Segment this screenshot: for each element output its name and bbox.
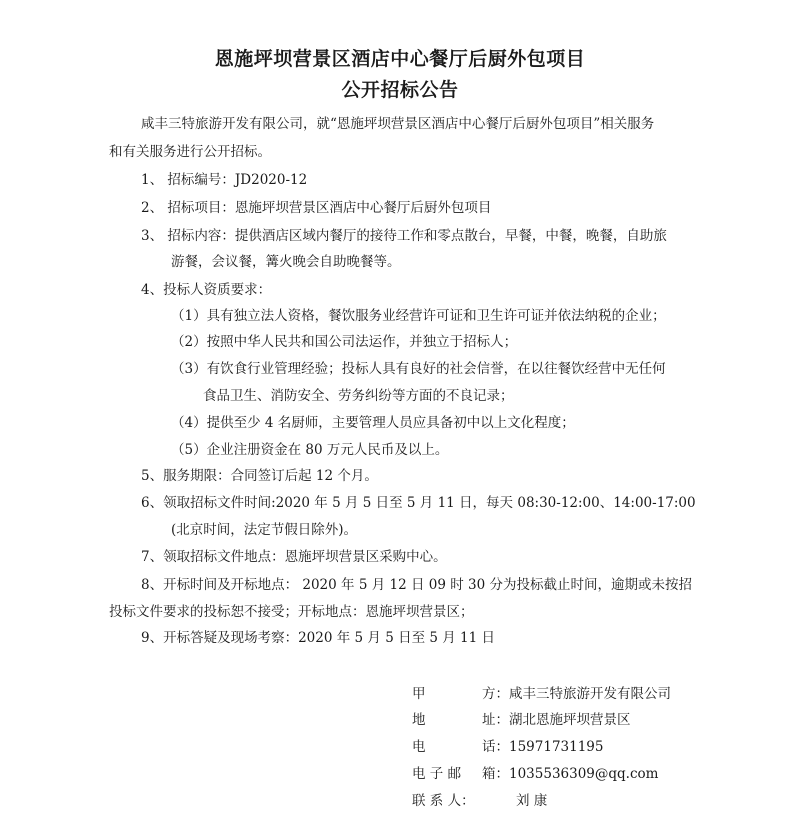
party-label: 甲	[412, 686, 426, 702]
item-bid-project: 2、 招标项目：恩施坪坝营景区酒店中心餐厅后厨外包项目	[141, 200, 492, 216]
item-bid-content-line-2: 游餐，会议餐，篝火晚会自助晚餐等。	[171, 254, 401, 270]
item-site-inspection: 9、开标答疑及现场考察：2020 年 5 月 5 日至 5 月 11 日	[141, 630, 496, 646]
document-title: 恩施坪坝营景区酒店中心餐厅后厨外包项目	[214, 48, 586, 70]
phone-label: 电	[412, 739, 426, 755]
email-value: 箱：1035536309@qq.com	[482, 766, 659, 782]
qualification-3-line-2: 食品卫生、消防安全、劳务纠纷等方面的不良记录；	[203, 388, 514, 404]
item-document-time-line-1: 6、领取招标文件时间:2020 年 5 月 5 日至 5 月 11 日，每天 08:30-12:00、14:00-17:00	[141, 495, 696, 511]
item-document-time-line-2: (北京时间，法定节假日除外)。	[171, 522, 358, 538]
item-opening-time-line-2: 投标文件要求的投标恕不接受；开标地点：恩施坪坝营景区；	[109, 604, 474, 620]
item-document-location: 7、领取招标文件地点：恩施坪坝营景区采购中心。	[141, 549, 447, 565]
item-bid-number: 1、 招标编号：JD2020-12	[141, 172, 308, 188]
party-value: 方：咸丰三特旅游开发有限公司	[482, 686, 671, 702]
email-label: 电 子 邮	[412, 766, 462, 782]
qualification-4: （4）提供至少 4 名厨师，主要管理人员应具备初中以上文化程度；	[171, 415, 575, 431]
qualification-5: （5）企业注册资金在 80 万元人民币及以上。	[171, 442, 449, 458]
item-bid-content-line-1: 3、 招标内容：提供酒店区域内餐厅的接待工作和零点散台，早餐，中餐，晚餐，自助旅	[141, 228, 667, 244]
address-value: 址：湖北恩施坪坝营景区	[482, 712, 631, 728]
item-service-period: 5、服务期限：合同签订后起 12 个月。	[141, 468, 378, 484]
contact-person-value: 刘 康	[516, 793, 548, 809]
phone-value: 话：15971731195	[482, 739, 604, 755]
item-opening-time-line-1: 8、开标时间及开标地点： 2020 年 5 月 12 日 09 时 30 分为投标截止时间，逾期或未按招	[141, 577, 692, 593]
intro-paragraph-line-2: 和有关服务进行公开招标。	[109, 144, 271, 160]
qualification-1: （1）具有独立法人资格，餐饮服务业经营许可证和卫生许可证并依法纳税的企业；	[171, 308, 666, 324]
document-subtitle: 公开招标公告	[341, 79, 459, 101]
contact-person-label: 联 系 人：	[412, 793, 475, 809]
intro-paragraph-line-1: 咸丰三特旅游开发有限公司，就“恩施坪坝营景区酒店中心餐厅后厨外包项目”相关服务	[141, 116, 655, 132]
address-label: 地	[412, 712, 426, 728]
qualification-2: （2）按照中华人民共和国公司法运作，并独立于招标人；	[171, 334, 518, 350]
item-qualification-heading: 4、投标人资质要求：	[141, 282, 272, 298]
qualification-3-line-1: （3）有饮食行业管理经验；投标人具有良好的社会信誉，在以往餐饮经营中无任何	[171, 361, 666, 377]
